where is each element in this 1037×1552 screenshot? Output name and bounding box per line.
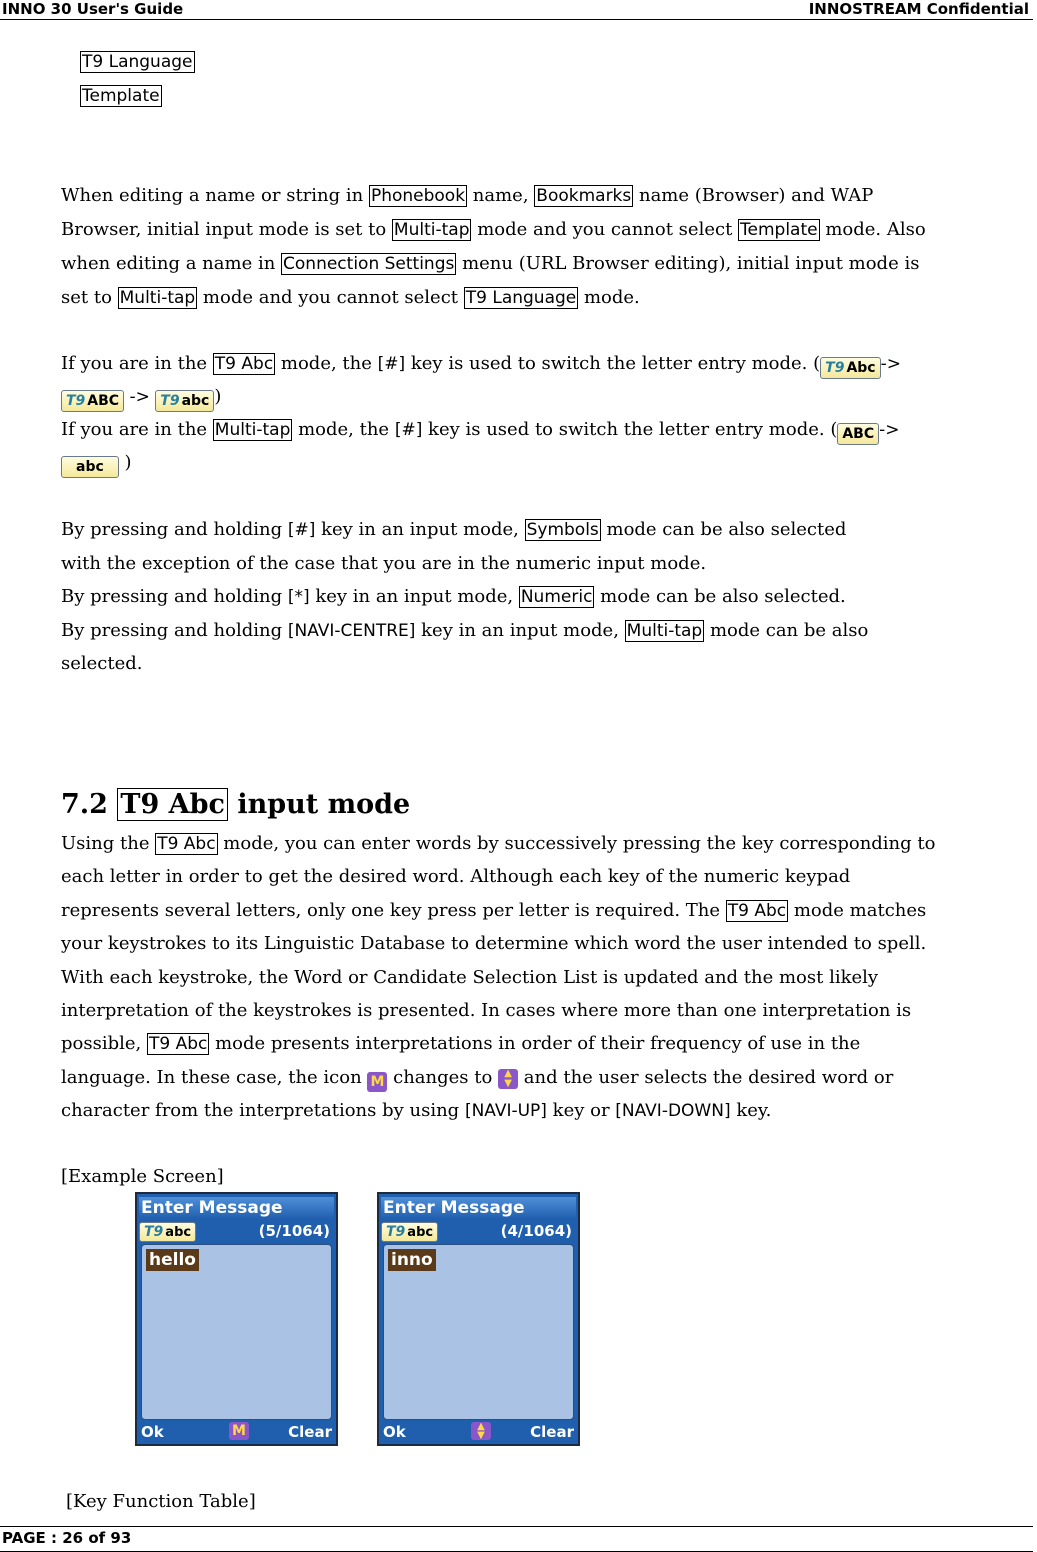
paragraph-line: character from the interpretations by using [NAVI-UP] key or [NAVI-DOWN] key. <box>61 1100 772 1121</box>
paragraph-line: With each keystroke, the Word or Candidate Selection List is updated and the most likely <box>61 967 879 988</box>
paragraph-line: your keystrokes to its Linguistic Database to determine which word the user intended to spell. <box>61 933 927 954</box>
paragraph-line: language. In these case, the icon M changes to ▲ ▼ and the user selects the desired word or <box>61 1067 894 1090</box>
message-text-area[interactable] <box>383 1244 574 1420</box>
t9-abc-mixed-icon: T9 Abc <box>820 357 880 379</box>
screen-title: Enter Message <box>139 1197 334 1219</box>
multitap-m-icon: M <box>367 1072 387 1092</box>
paragraph-line: possible, T9 Abc mode presents interpretations in order of their frequency of use in the <box>61 1033 861 1054</box>
paragraph-line: when editing a name in Connection Settings menu (URL Browser editing), initial input mode is <box>61 253 920 274</box>
paragraph-line: Browser, initial input mode is set to Multi-tap mode and you cannot select Template mode. Also <box>61 219 926 240</box>
paragraph-line: If you are in the Multi-tap mode, the [#] key is used to switch the letter entry mode. ( ABC -> <box>61 413 900 448</box>
key-function-table-label: [Key Function Table] <box>66 1491 256 1512</box>
page-number: PAGE : 26 of 93 <box>2 1529 132 1547</box>
up-down-arrows-icon: ▲ ▼ <box>498 1069 518 1089</box>
paragraph-line: selected. <box>61 653 143 674</box>
up-down-arrows-icon: ▲ ▼ <box>471 1422 491 1440</box>
page-footer <box>0 1526 1033 1552</box>
message-text-area[interactable] <box>141 1244 332 1420</box>
paragraph-line: with the exception of the case that you are in the numeric input mode. <box>61 553 707 574</box>
ok-softkey[interactable]: Ok <box>141 1423 164 1441</box>
t9-abc-lower-icon: T9 abc <box>139 1222 196 1242</box>
abc-lower-icon: abc <box>61 456 119 478</box>
candidate-word: hello <box>146 1249 199 1271</box>
candidate-word: inno <box>388 1249 436 1271</box>
paragraph-line: By pressing and holding [*] key in an input mode, Numeric mode can be also selected. <box>61 586 846 607</box>
phone-screen-hello <box>135 1192 338 1446</box>
paragraph-line: represents several letters, only one key press per letter is required. The T9 Abc mode matches <box>61 900 927 921</box>
paragraph-line: Using the T9 Abc mode, you can enter words by successively pressing the key corresponding to <box>61 833 936 854</box>
paragraph-line: By pressing and holding [NAVI-CENTRE] key in an input mode, Multi-tap mode can be also <box>61 620 869 641</box>
paragraph-line: interpretation of the keystrokes is presented. In cases where more than one interpretation is <box>61 1000 912 1021</box>
clear-softkey[interactable]: Clear <box>288 1423 332 1441</box>
phonebook-term: Phonebook <box>370 186 466 206</box>
example-screen-label: [Example Screen] <box>61 1166 224 1187</box>
paragraph-line: set to Multi-tap mode and you cannot select T9 Language mode. <box>61 287 640 308</box>
paragraph-line: each letter in order to get the desired word. Although each key of the numeric keypad <box>61 866 851 887</box>
phone-screen-inno <box>377 1192 580 1446</box>
screen-title: Enter Message <box>381 1197 576 1219</box>
clear-softkey[interactable]: Clear <box>530 1423 574 1441</box>
multitap-m-icon: M <box>229 1422 249 1440</box>
t9-abc-lower-icon: T9 abc <box>381 1222 438 1242</box>
paragraph-line: T9 ABC -> T9 abc ) <box>61 380 221 415</box>
paragraph-line: If you are in the T9 Abc mode, the [#] key is used to switch the letter entry mode. ( T9 Abc -> <box>61 347 901 382</box>
bookmarks-term: Bookmarks <box>536 186 632 206</box>
header-confidential: INNOSTREAM Confidential <box>808 0 1029 18</box>
paragraph-line: When editing a name or string in Phonebook name, Bookmarks name (Browser) and WAP <box>61 185 874 206</box>
ok-softkey[interactable]: Ok <box>383 1423 406 1441</box>
list-item: T9 Language <box>82 52 193 72</box>
char-counter: (4/1064) <box>500 1222 572 1240</box>
header-guide-title: INNO 30 User's Guide <box>2 0 184 18</box>
section-heading: 7.2 T9 Abc input mode <box>61 789 411 820</box>
paragraph-line: abc ) <box>61 446 132 480</box>
t9-abc-upper-icon: T9 ABC <box>61 390 124 412</box>
page-header <box>0 0 1033 20</box>
list-item: Template <box>82 86 160 106</box>
screen-mode-bar <box>139 1220 334 1242</box>
softkey-bar <box>139 1422 334 1442</box>
abc-upper-icon: ABC <box>837 423 879 445</box>
screen-mode-bar <box>381 1220 576 1242</box>
paragraph-line: By pressing and holding [#] key in an input mode, Symbols mode can be also selected <box>61 519 847 540</box>
char-counter: (5/1064) <box>258 1222 330 1240</box>
softkey-bar <box>381 1422 576 1442</box>
t9-abc-lower-icon: T9 abc <box>155 390 214 412</box>
